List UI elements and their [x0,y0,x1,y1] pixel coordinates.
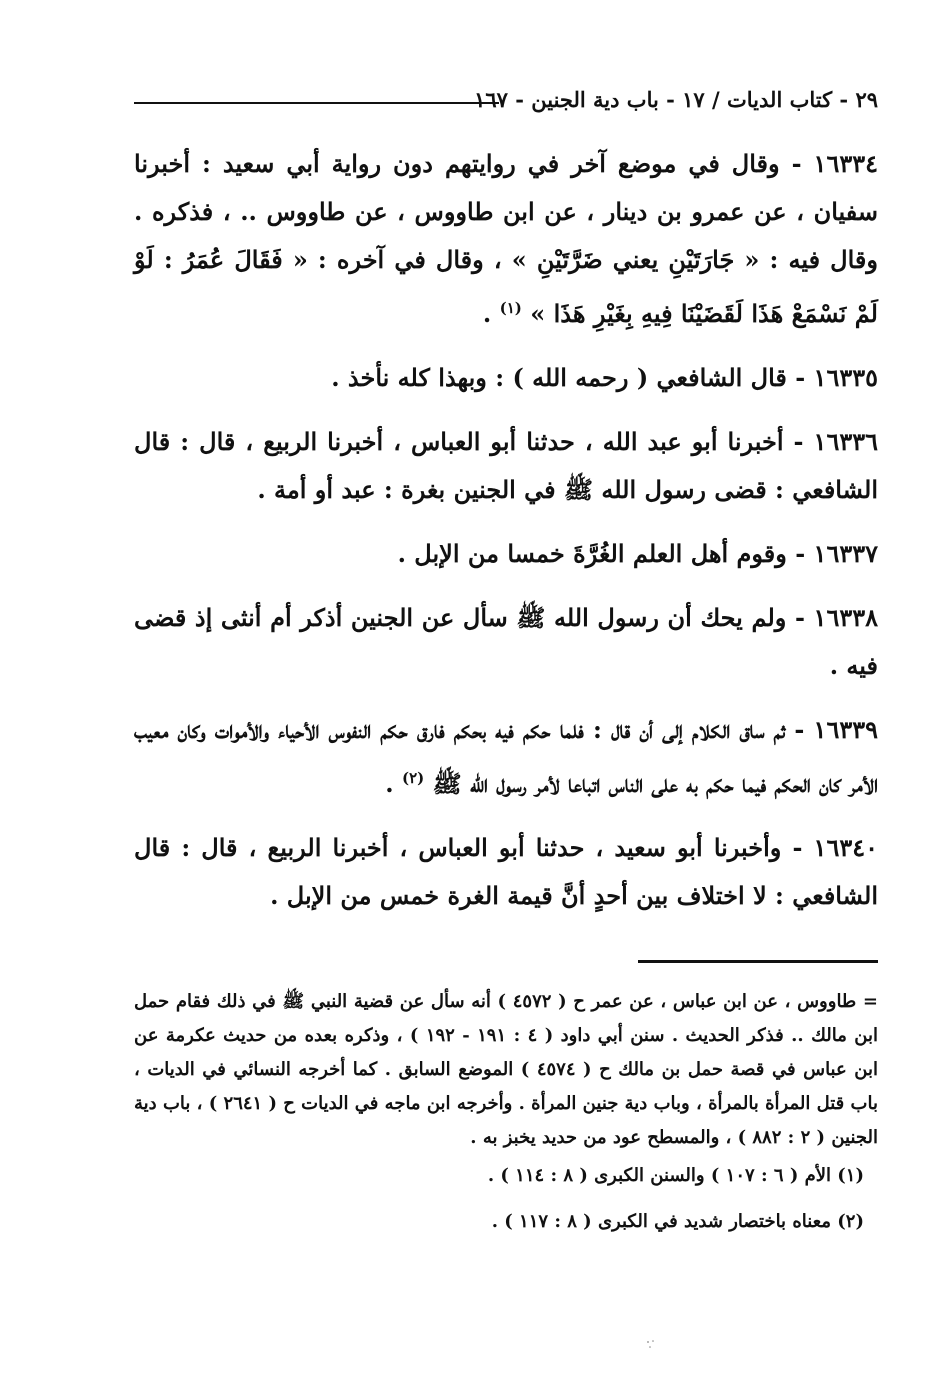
paragraph-text: ١٦٣٣٥ - قال الشافعي ( رحمه الله ) : وبهذا كله نأخذ . [331,363,878,392]
footnote-continuation: = طاووس ، عن ابن عباس ، عن عمر ح ( ٤٥٧٢ ) أنه سأل عن قضية النبي ﷺ في ذلك فقام حمل ابن مالك .. فذكر الحديث . سنن أبي داود ( ٤ : ١٩١ - ١٩٢ ) ، وذكره بعده من حديث عكرمة عن ابن عباس في قصة حمل بن مالك ح ( ٤٥٧٤ ) الموضع السابق . كما أخرجه النسائي في الديات ، باب قتل المرأة بالمرأة ، وباب دية جنين المرأة . وأخرجه ابن ماجه في الديات ح ( ٢٦٤١ ) ، باب دية الجنين ( ٢ : ٨٨٢ ) ، والمسطح عود من حديد يخبز به . [134,991,879,1148]
header-rule [134,102,499,104]
footnote-ref-2[interactable]: (٢) [402,769,425,787]
paragraph-text: ١٦٣٤٠ - وأخبرنا أبو سعيد ، حدثنا أبو العباس ، أخبرنا الربيع ، قال : قال الشافعي : لا اختلاف بين أحدٍ أنَّ قيمة الغرة خمس من الإبل . [134,833,878,910]
paragraph-16336 [134,418,878,514]
paragraph-16338 [134,594,878,690]
footnotes [134,985,878,1239]
footnote-separator [638,960,878,963]
running-title: ٢٩ - كتاب الديات / ١٧ - باب دية الجنين - ١٦٧ [474,87,878,112]
footnote-ref-1[interactable]: (١) [499,299,522,317]
paragraph-16334 [134,140,878,338]
paragraph-end: . [385,769,394,798]
paragraph-text: ١٦٣٣٨ - ولم يحك أن رسول الله ﷺ سأل عن الجنين أذكر أم أنثى إذ قضى فيه . [134,603,878,680]
main-text [134,140,878,936]
paragraph-text: ١٦٣٣٧ - وقوم أهل العلم الغُرَّةَ خمسا من الإبل . [397,539,878,568]
footnote-2: (٢) معناه باختصار شديد في الكبرى ( ٨ : ١١٧ ) . [491,1211,864,1232]
page-header [134,80,878,120]
paragraph-16340 [134,824,878,920]
paragraph-16335 [134,354,878,402]
paragraph-16339 [134,706,878,808]
paragraph-end: . [482,299,492,328]
scan-speck-icon [645,1338,657,1350]
footnote-1: (١) الأم ( ٦ : ١٠٧ ) والسنن الكبرى ( ٨ : ١١٤ ) . [487,1165,864,1186]
paragraph-text: ١٦٣٣٦ - أخبرنا أبو عبد الله ، حدثنا أبو العباس ، أخبرنا الربيع ، قال : قال الشافعي : قضى رسول الله ﷺ في الجنين بغرة : عبد أو أمة . [134,427,878,504]
paragraph-text: ١٦٣٣٩ - ثم ساق الكلام إلى أن قال : فلما حكم فيه بحكم فارق حكم النفوس الأحياء والأموات وكان معيب الأمر كان الحكم فيما حكم به على الناس اتباعا لأمر رسول الله ﷺ [134,715,878,798]
paragraph-text: ١٦٣٣٤ - وقال في موضع آخر في روايتهم دون رواية أبي سعيد : أخبرنا سفيان ، عن عمرو بن دينار ، عن ابن طاووس ، عن طاووس .. ، فذكره . وقال فيه : « جَارَتَيْنِ يعني ضَرَّتَيْنِ » ، وقال في آخره : « فَقَالَ عُمَرُ : لَوْ لَمْ نَسْمَعْ هَذَا لَقَضَيْنَا فِيهِ بِغَيْرِ هَذَا » [134,149,878,328]
paragraph-16337 [134,530,878,578]
